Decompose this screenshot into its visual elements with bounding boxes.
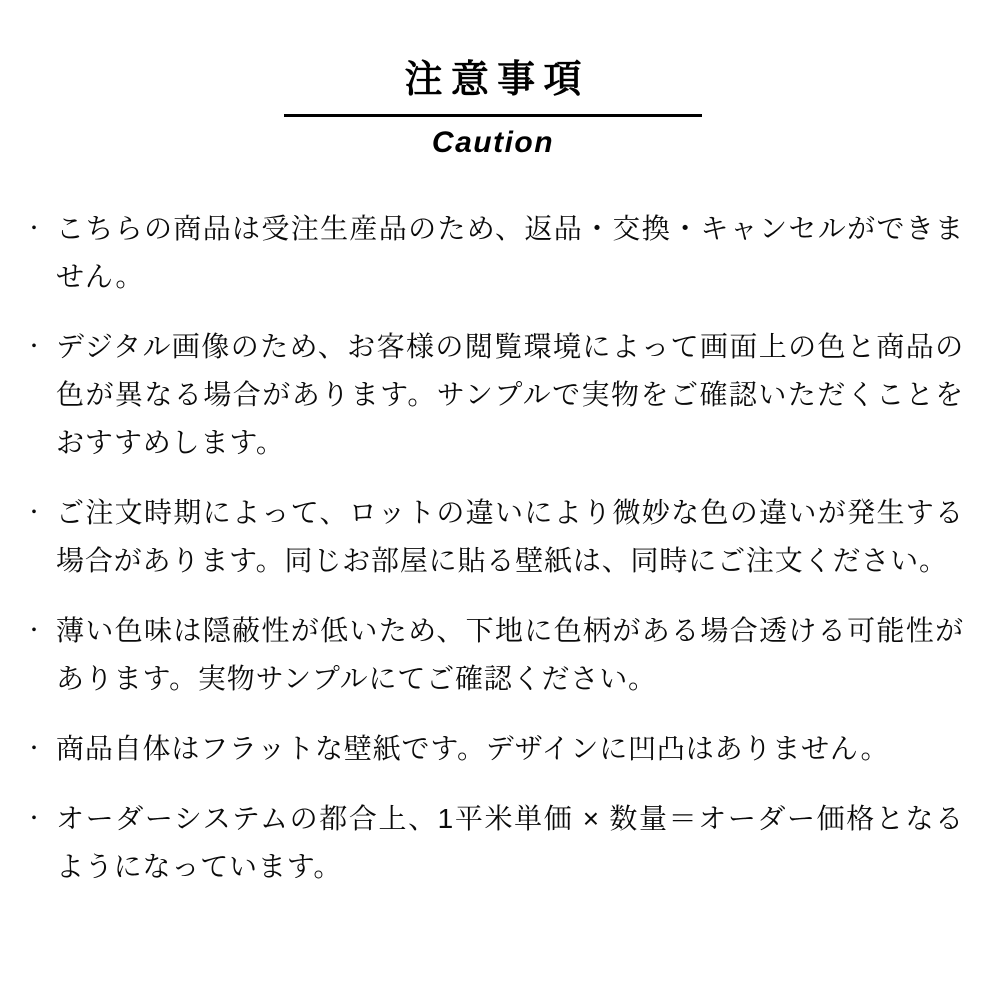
caution-text: 薄い色味は隠蔽性が低いため、下地に色柄がある場合透ける可能性があります。実物サンプルにてご確認ください。 xyxy=(56,614,964,694)
caution-text: こちらの商品は受注生産品のため、返品・交換・キャンセルができません。 xyxy=(56,212,964,292)
title-underline xyxy=(284,114,702,117)
page-subtitle: Caution xyxy=(431,125,555,159)
bullet-marker: ・ xyxy=(24,501,45,524)
bullet-marker: ・ xyxy=(24,217,45,240)
list-item xyxy=(22,205,964,301)
bullet-marker: ・ xyxy=(24,619,45,642)
caution-text: ご注文時期によって、ロットの違いにより微妙な色の違いが発生する場合があります。同じお部屋に貼る壁紙は、同時にご注文ください。 xyxy=(56,496,964,576)
bullet-marker: ・ xyxy=(24,335,45,358)
caution-text: デジタル画像のため、お客様の閲覧環境によって画面上の色と商品の色が異なる場合があります。サンプルで実物をご確認いただくことをおすすめします。 xyxy=(56,330,964,458)
bullet-marker: ・ xyxy=(24,737,45,760)
page-title: 注意事項 xyxy=(404,59,590,101)
bullet-marker: ・ xyxy=(24,807,45,830)
caution-list xyxy=(22,205,964,891)
list-item xyxy=(22,323,964,467)
list-item xyxy=(22,489,964,585)
list-item xyxy=(22,607,964,703)
caution-text: 商品自体はフラットな壁紙です。デザインに凹凸はありません。 xyxy=(56,732,890,764)
list-item xyxy=(22,795,964,891)
caution-header xyxy=(22,58,964,161)
list-item xyxy=(22,725,964,773)
caution-text: オーダーシステムの都合上、1平米単価 × 数量＝オーダー価格となるようになっています。 xyxy=(56,802,964,882)
